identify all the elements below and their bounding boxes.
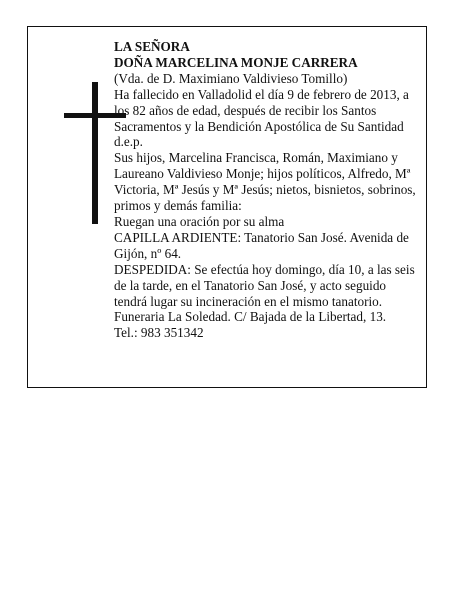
funeral-home: Funeraria La Soledad. C/ Bajada de la Libertad, 13.: [114, 309, 387, 325]
deceased-name: DOÑA MARCELINA MONJE CARRERA: [114, 54, 358, 70]
obituary-text: [114, 39, 422, 341]
cross-vertical-bar: [92, 82, 98, 224]
family-list: Sus hijos, Marcelina Francisca, Román, Maximiano y Laureano Valdivieso Monje; hijos políticos, Alfredo, Mª Victoria, Mª Jesús y Mª Jesús; nietos, bisnietos, sobrinos, primos y demás familia:: [114, 150, 416, 214]
rip-text: d.e.p.: [114, 134, 143, 150]
prayer-request: Ruegan una oración por su alma: [114, 213, 285, 229]
notice-title: LA SEÑORA: [114, 39, 190, 54]
chapel-info: CAPILLA ARDIENTE: Tanatorio San José. Avenida de Gijón, nº 64.: [114, 229, 409, 261]
farewell-info: DESPEDIDA: Se efectúa hoy domingo, día 10, a las seis de la tarde, en el Tanatorio San José, y acto seguido tendrá lugar su incineración en el mismo tanatorio.: [114, 261, 415, 309]
phone-number: Tel.: 983 351342: [114, 325, 204, 341]
widow-of: (Vda. de D. Maximiano Valdivieso Tomillo): [114, 70, 348, 86]
death-statement: Ha fallecido en Valladolid el día 9 de febrero de 2013, a los 82 años de edad, después de recibir los Santos Sacramentos y la Bendición Apostólica de Su Santidad: [114, 86, 409, 134]
